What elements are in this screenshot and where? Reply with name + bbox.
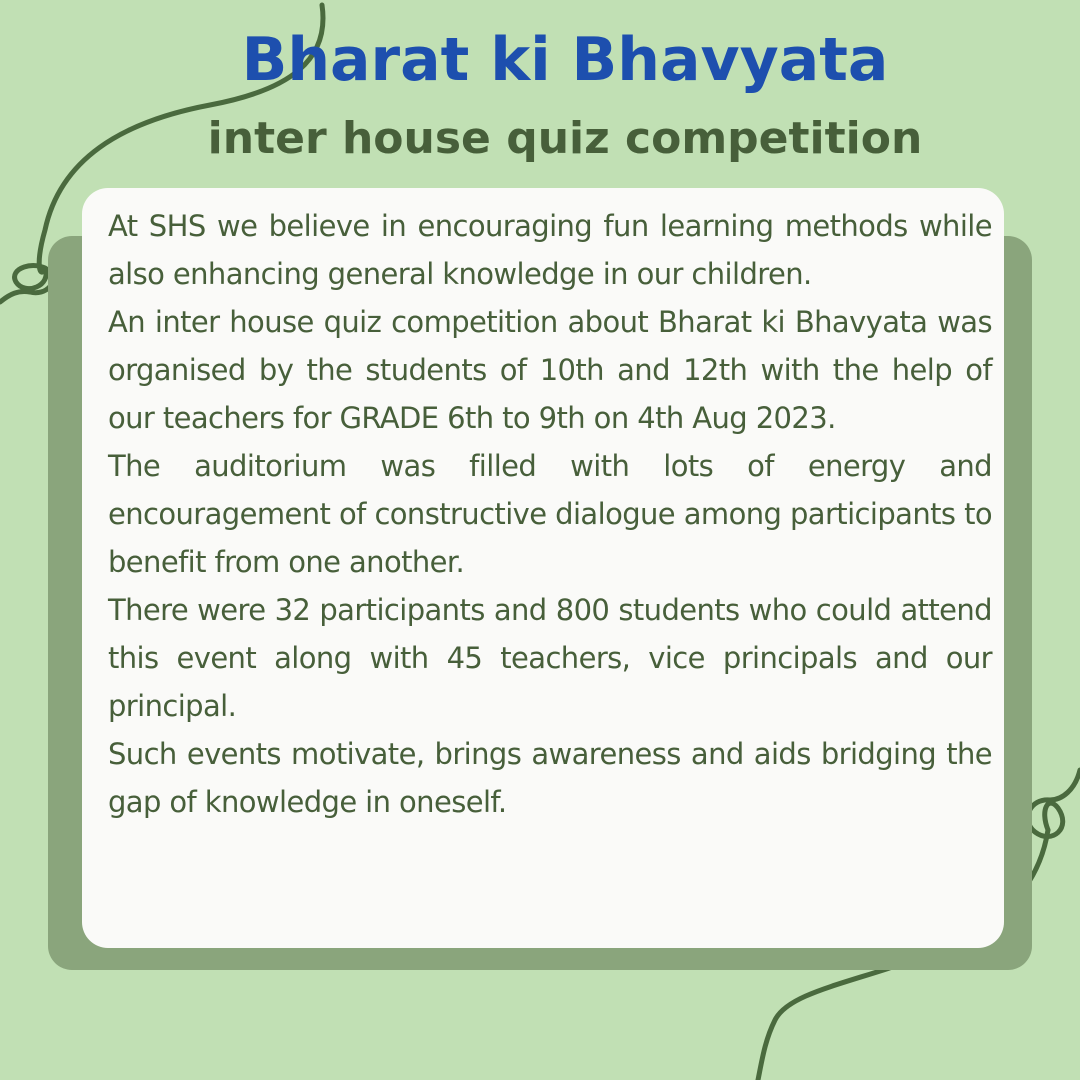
paragraph-competition: An inter house quiz competition about Bharat ki Bhavyata was organised by the students of 10th and 12th with the help of our teachers for GRADE 6th to 9th on 4th Aug 2023. [108, 305, 992, 435]
page-title: Bharat ki Bhavyata [241, 25, 889, 95]
page-subtitle: inter house quiz competition [207, 113, 923, 164]
paragraph-conclusion: Such events motivate, brings awareness and aids bridging the gap of knowledge in oneself. [108, 737, 992, 819]
paragraph-auditorium: The auditorium was filled with lots of energy and encouragement of constructive dialogue among participants to benefit from one another. [108, 449, 992, 579]
article-body [108, 202, 992, 826]
paragraph-attendance: There were 32 participants and 800 students who could attend this event along with 45 teachers, vice principals and our principal. [108, 593, 992, 723]
paragraph-intro: At SHS we believe in encouraging fun learning methods while also enhancing general knowledge in our children. [108, 209, 992, 291]
